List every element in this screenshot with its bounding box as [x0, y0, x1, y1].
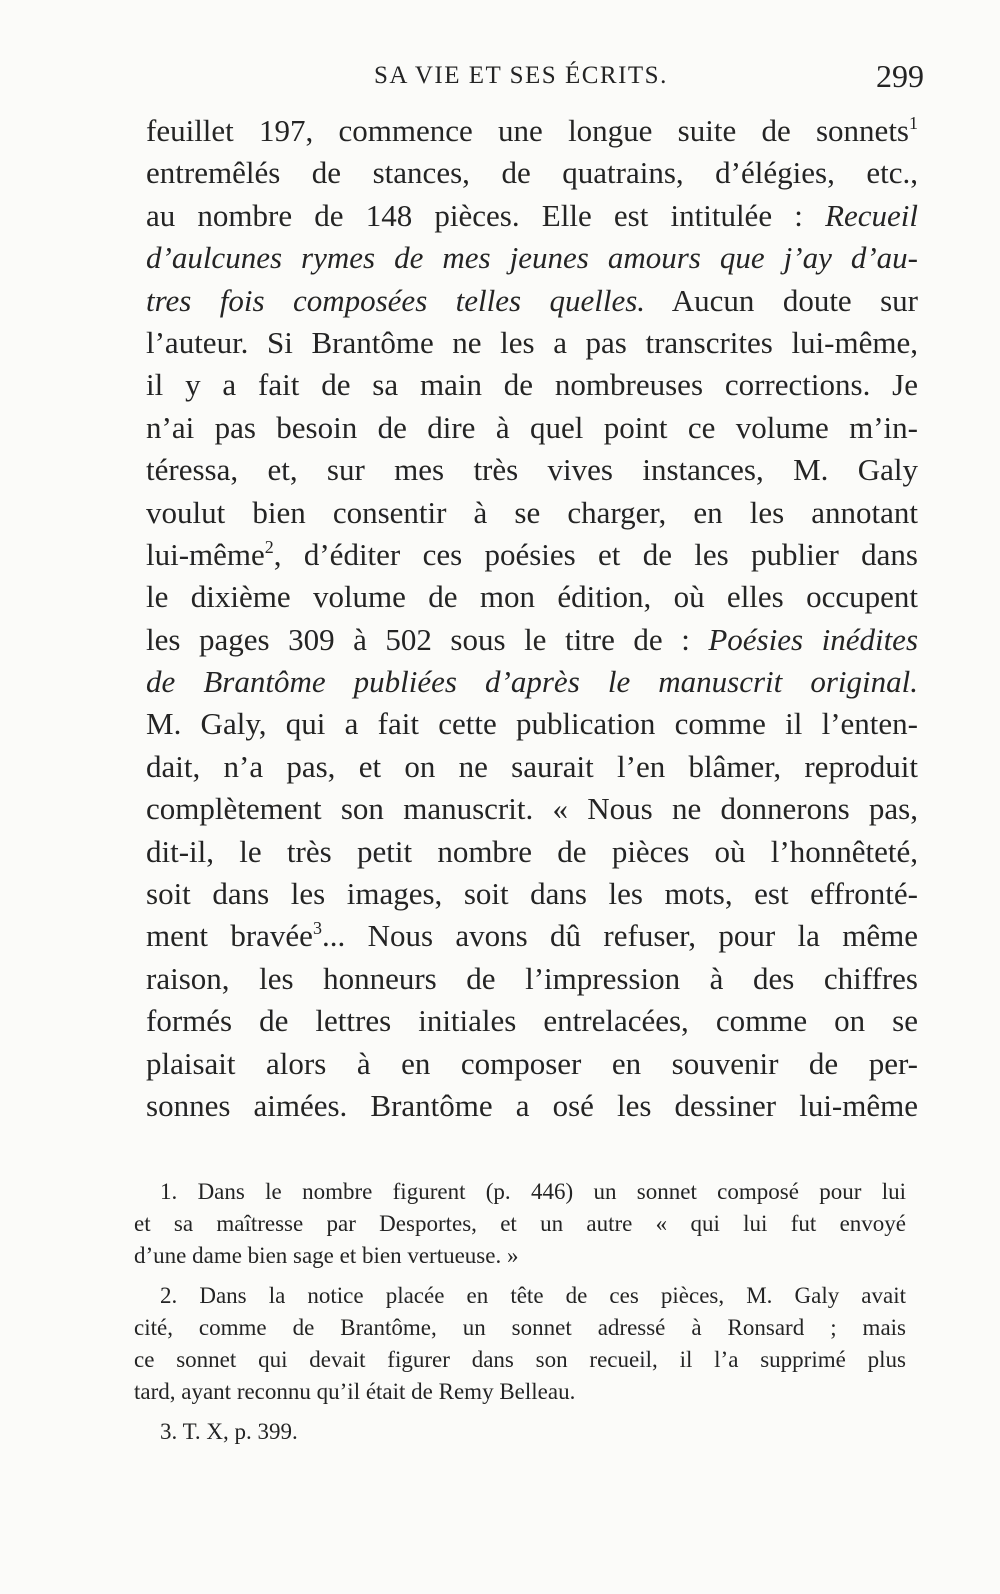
text-line: voulut bien consentir à se charger, en les annotant [146, 494, 918, 530]
footnote-3-line: 3. T. X, p. 399. [160, 1419, 298, 1444]
footnotes [134, 1176, 906, 1448]
text-line: soit dans les images, soit dans les mots, est effronté- [146, 876, 918, 912]
text-line: raison, les honneurs de l’impression à des chiffres [146, 960, 918, 996]
text-line: M. Galy, qui a fait cette publication comme il l’enten- [146, 706, 918, 742]
footnote-1-line: d’une dame bien sage et bien vertueuse. » [134, 1243, 519, 1268]
text-line: feuillet 197, commence une longue suite de sonnets$^1$ [146, 113, 918, 148]
footnote-1-line: 1. Dans le nombre figurent (p. 446) un sonnet composé pour lui [160, 1179, 906, 1204]
footnote-2-line: cité, comme de Brantôme, un sonnet adressé à Ronsard ; mais [134, 1315, 906, 1340]
text-line: lui-même$^2$, d’éditer ces poésies et de les publier dans [146, 536, 918, 572]
italic-title: Recueil [825, 197, 919, 233]
main-text [146, 110, 918, 1127]
footnote-1-line: et sa maîtresse par Desportes, et un autre « qui lui fut envoyé [134, 1211, 906, 1236]
text-line: dit-il, le très petit nombre de pièces où l’honnêteté, [146, 833, 918, 869]
text-line: l’auteur. Si Brantôme ne les a pas transcrites lui-même, [146, 324, 918, 360]
footnote-2-line: 2. Dans la notice placée en tête de ces pièces, M. Galy avait [160, 1283, 906, 1308]
footnote-ref: 1 [909, 113, 918, 133]
footnote-2-line: tard, ayant reconnu qu’il était de Remy Belleau. [134, 1379, 576, 1404]
text-line: dait, n’a pas, et on ne saurait l’en blâmer, reproduit [146, 748, 918, 784]
text-line: tres fois composées telles quelles. Aucun doute sur [146, 282, 918, 318]
text-line: plaisait alors à en composer en souvenir de per- [146, 1045, 918, 1081]
italic-title: de Brantôme publiées d’après le manuscrit original. [146, 664, 918, 700]
page-number: 299 [876, 58, 924, 94]
italic-title: d’aulcunes rymes de mes jeunes amours que j’ay d’au- [146, 240, 918, 276]
text-line: il y a fait de sa main de nombreuses corrections. Je [146, 367, 918, 403]
footnote-ref: 2 [264, 536, 274, 557]
italic-title: tres fois composées telles quelles. [146, 282, 646, 318]
text-line: le dixième volume de mon édition, où elles occupent [146, 579, 918, 615]
text-line: entremêlés de stances, de quatrains, d’élégies, etc., [146, 155, 918, 191]
text-line: les pages 309 à 502 sous le titre de : Poésies inédites [146, 621, 919, 657]
text-line [146, 661, 918, 703]
text-line: sonnes aimées. Brantôme a osé les dessiner lui-même [146, 1087, 918, 1123]
text-line [146, 237, 918, 279]
text-line: formés de lettres initiales entrelacées, comme on se [146, 1003, 918, 1039]
text-line: n’ai pas besoin de dire à quel point ce volume m’in- [146, 409, 918, 445]
footnote-ref: 3 [312, 918, 322, 939]
running-title: SA VIE ET SES ÉCRITS. [374, 62, 668, 89]
text-line: complètement son manuscrit. « Nous ne donnerons pas, [146, 791, 918, 827]
italic-title: Poésies inédites [708, 621, 919, 657]
text-line: ment bravée$^3$... Nous avons dû refuser, pour la même [146, 918, 918, 954]
text-line: téressa, et, sur mes très vives instances, M. Galy [146, 452, 918, 488]
text-line: au nombre de 148 pièces. Elle est intitulée : Recueil [146, 197, 919, 233]
footnote-2-line: ce sonnet qui devait figurer dans son recueil, il l’a supprimé plus [134, 1347, 906, 1372]
page-header [148, 58, 924, 102]
